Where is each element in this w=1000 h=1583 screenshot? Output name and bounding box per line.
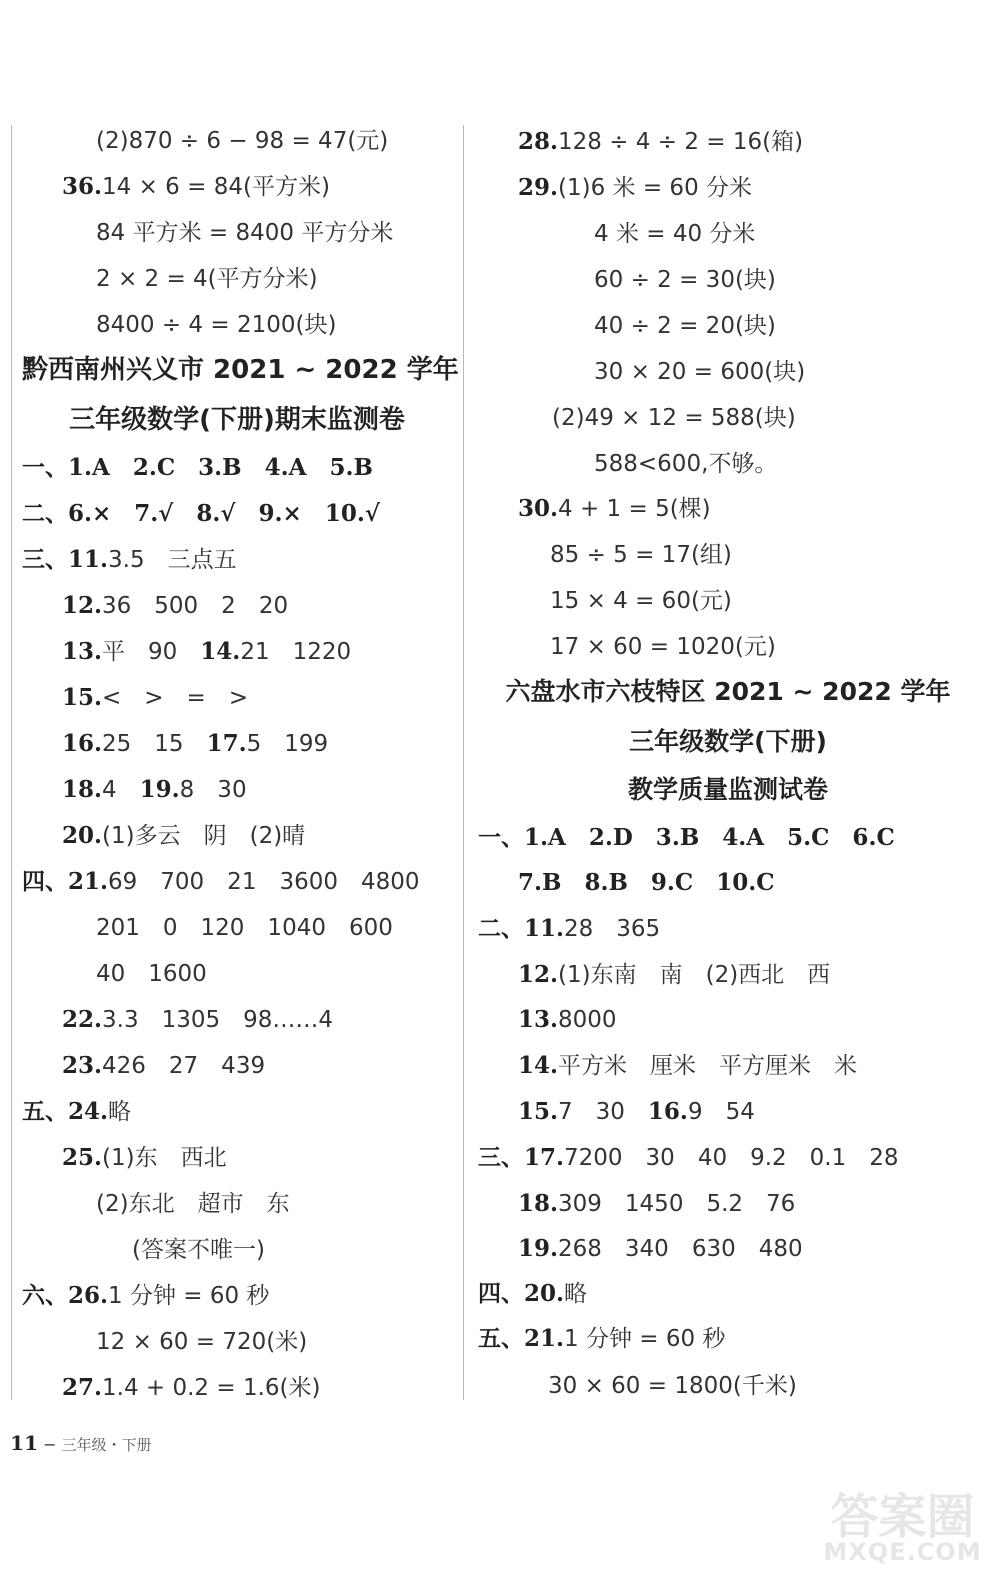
answer-line — [96, 913, 393, 943]
answer-line — [518, 1234, 803, 1264]
answer-line — [594, 449, 777, 479]
answer-line — [594, 311, 776, 341]
watermark — [815, 1478, 990, 1573]
answer-text: 9 54 — [687, 1099, 755, 1125]
answer-text: 40 ÷ 2 = 20(块) — [594, 313, 776, 339]
answer-line — [22, 453, 373, 483]
answer-text: 69 700 21 3600 4800 — [108, 869, 420, 895]
answer-text: (2)东北 超市 东 — [96, 1191, 290, 1217]
question-number: 27. — [62, 1374, 103, 1401]
question-number: 13. — [518, 1006, 559, 1033]
answer-text: (1)多云 阴 (2)晴 — [102, 823, 306, 849]
answer-line — [96, 218, 393, 248]
answer-line — [552, 403, 796, 433]
watermark-logo: 答案圈 — [830, 1489, 975, 1545]
answer-text: 平 90 — [102, 639, 201, 665]
answer-line — [62, 637, 351, 667]
answer-line — [22, 545, 237, 575]
left-margin-rule — [11, 125, 12, 1400]
answer-text: 40 1600 — [96, 961, 207, 987]
answer-text: 426 27 439 — [102, 1053, 266, 1079]
answer-line — [518, 1051, 857, 1081]
answer-line — [62, 775, 247, 805]
answer-text: 平方米 厘米 平方厘米 米 — [558, 1053, 858, 1079]
answer-text: 28 365 — [564, 916, 661, 942]
page-number: 11 — [10, 1431, 39, 1455]
answer-text: 8400 ÷ 4 = 2100(块) — [96, 312, 337, 338]
answer-line — [62, 1143, 227, 1173]
answer-line — [478, 1324, 725, 1354]
question-number: 五、21. — [478, 1325, 565, 1352]
answer-text: 14 × 6 = 84(平方米) — [102, 174, 330, 200]
question-number: 25. — [62, 1144, 103, 1171]
answer-text: < > = > — [102, 685, 249, 711]
answer-text: 5 199 — [246, 731, 329, 757]
answer-line — [62, 821, 305, 851]
answer-text: 3.3 1305 98……4 — [102, 1007, 334, 1033]
answer-line — [548, 1371, 797, 1401]
answer-text: 84 平方米 = 8400 平方分米 — [96, 220, 394, 246]
answer-text: 4 — [102, 777, 140, 803]
question-number: 18. — [518, 1190, 559, 1217]
answer-line — [62, 172, 330, 202]
answer-line — [96, 310, 336, 340]
question-number: 17. — [206, 730, 247, 757]
answer-text: (答案不唯一) — [132, 1237, 265, 1263]
question-number: 19. — [518, 1235, 559, 1262]
answer-line — [518, 127, 803, 157]
watermark-url: MXQE.COM — [823, 1538, 982, 1566]
answer-line — [518, 173, 752, 203]
answer-line — [96, 264, 318, 294]
question-number: 36. — [62, 173, 103, 200]
question-number: 23. — [62, 1052, 103, 1079]
answer-text: 略 — [564, 1281, 588, 1307]
question-number: 四、20. — [478, 1280, 565, 1307]
question-number: 29. — [518, 174, 559, 201]
answer-line — [62, 1051, 265, 1081]
question-number: 12. — [518, 961, 559, 988]
answer-text: 17 × 60 = 1020(元) — [550, 634, 776, 660]
footer-grade-label: 三年级・下册 — [61, 1436, 152, 1454]
answer-text: 略 — [108, 1099, 132, 1125]
answer-line — [550, 586, 732, 616]
answer-line — [96, 1189, 290, 1219]
answer-text: 128 ÷ 4 ÷ 2 = 16(箱) — [558, 129, 804, 155]
answer-line — [478, 823, 895, 853]
question-number: 28. — [518, 128, 559, 155]
question-number: 14. — [518, 1052, 559, 1079]
column-divider — [463, 125, 464, 1400]
exam-title-line-2: 三年级数学(下册)期末监测卷 — [69, 405, 405, 435]
answer-line — [518, 960, 830, 990]
answer-text: 3.5 三点五 — [108, 547, 237, 573]
answer-line — [550, 540, 732, 570]
question-number: 三、17. — [478, 1144, 565, 1171]
answer-line — [62, 729, 328, 759]
answer-text: 12 × 60 = 720(米) — [96, 1329, 308, 1355]
answer-line — [594, 219, 755, 249]
question-number: 20. — [62, 822, 103, 849]
answer-line — [22, 1281, 269, 1311]
answer-text: 25 15 — [102, 731, 207, 757]
answer-line — [594, 357, 805, 387]
answer-text: 85 ÷ 5 = 17(组) — [550, 542, 732, 568]
question-number: 13. — [62, 638, 103, 665]
answer-line — [62, 591, 288, 621]
answer-line — [594, 265, 776, 295]
answer-text: 4 米 = 40 分米 — [594, 221, 756, 247]
answer-line — [478, 914, 660, 944]
question-number: 19. — [139, 776, 180, 803]
answer-text: 7 30 — [558, 1099, 648, 1125]
answer-text: 1 分钟 = 60 秒 — [564, 1326, 726, 1352]
answer-line — [62, 683, 248, 713]
answer-text: (1)东 西北 — [102, 1145, 227, 1171]
question-number: 22. — [62, 1006, 103, 1033]
answer-text: 8 30 — [179, 777, 247, 803]
answer-text: 一、1.A 2.D 3.B 4.A 5.C 6.C — [478, 824, 895, 851]
question-number: 二、11. — [478, 915, 565, 942]
answer-line — [132, 1235, 265, 1265]
answer-text: 201 0 120 1040 600 — [96, 915, 393, 941]
answer-line — [22, 867, 420, 897]
answer-text: (2)49 × 12 = 588(块) — [552, 405, 796, 431]
answer-text: 309 1450 5.2 76 — [558, 1191, 796, 1217]
answer-text: 二、6.× 7.√ 8.√ 9.× 10.√ — [22, 500, 380, 527]
page-footer — [0, 1412, 152, 1455]
question-number: 18. — [62, 776, 103, 803]
answer-line — [22, 499, 380, 529]
answer-text: 588<600,不够。 — [594, 451, 778, 477]
answer-text: 21 1220 — [240, 639, 352, 665]
answer-text: 15 × 4 = 60(元) — [550, 588, 732, 614]
answer-text: 一、1.A 2.C 3.B 4.A 5.B — [22, 454, 373, 481]
question-number: 15. — [62, 684, 103, 711]
answer-line — [518, 1189, 795, 1219]
answer-line — [62, 1373, 320, 1403]
answer-text: 2 × 2 = 4(平方分米) — [96, 266, 318, 292]
question-number: 14. — [200, 638, 241, 665]
answer-line — [22, 1097, 131, 1127]
answer-text: 4 + 1 = 5(棵) — [558, 496, 711, 522]
answer-line — [518, 1097, 755, 1127]
question-number: 三、11. — [22, 546, 109, 573]
answer-text: 1.4 + 0.2 = 1.6(米) — [102, 1375, 321, 1401]
answer-text: (1)6 米 = 60 分米 — [558, 175, 753, 201]
exam-title-line-1: 六盘水市六枝特区 2021 ~ 2022 学年 — [505, 677, 951, 706]
answer-line — [550, 632, 776, 662]
question-number: 四、21. — [22, 868, 109, 895]
answer-text: 268 340 630 480 — [558, 1236, 803, 1262]
question-number: 15. — [518, 1098, 559, 1125]
answer-text: 8000 — [558, 1007, 617, 1033]
answer-line — [96, 1327, 307, 1357]
question-number: 六、26. — [22, 1282, 109, 1309]
answer-text: (1)东南 南 (2)西北 西 — [558, 962, 831, 988]
answer-line — [518, 494, 711, 524]
answer-text: (2)870 ÷ 6 − 98 = 47(元) — [96, 128, 389, 154]
answer-text: 7.B 8.B 9.C 10.C — [518, 869, 775, 896]
question-number: 30. — [518, 495, 559, 522]
answer-line — [478, 1143, 899, 1173]
answer-line — [96, 959, 207, 989]
question-number: 16. — [62, 730, 103, 757]
answer-line — [518, 868, 775, 898]
footer-dash: − — [38, 1435, 62, 1454]
exam-title-line-3: 教学质量监测试卷 — [627, 775, 828, 804]
exam-title-line-1: 黔西南州兴义市 2021 ~ 2022 学年 — [22, 355, 459, 385]
question-number: 五、24. — [22, 1098, 109, 1125]
answer-line — [478, 1279, 587, 1309]
answer-line — [518, 1005, 617, 1035]
answer-text: 30 × 20 = 600(块) — [594, 359, 806, 385]
question-number: 16. — [647, 1098, 688, 1125]
question-number: 12. — [62, 592, 103, 619]
answer-text: 60 ÷ 2 = 30(块) — [594, 267, 776, 293]
answer-text: 1 分钟 = 60 秒 — [108, 1283, 270, 1309]
answer-line — [96, 126, 388, 156]
answer-line — [62, 1005, 333, 1035]
answer-text: 36 500 2 20 — [102, 593, 289, 619]
answer-text: 7200 30 40 9.2 0.1 28 — [564, 1145, 899, 1171]
answer-text: 30 × 60 = 1800(千米) — [548, 1373, 797, 1399]
exam-title-line-2: 三年级数学(下册) — [629, 727, 827, 756]
